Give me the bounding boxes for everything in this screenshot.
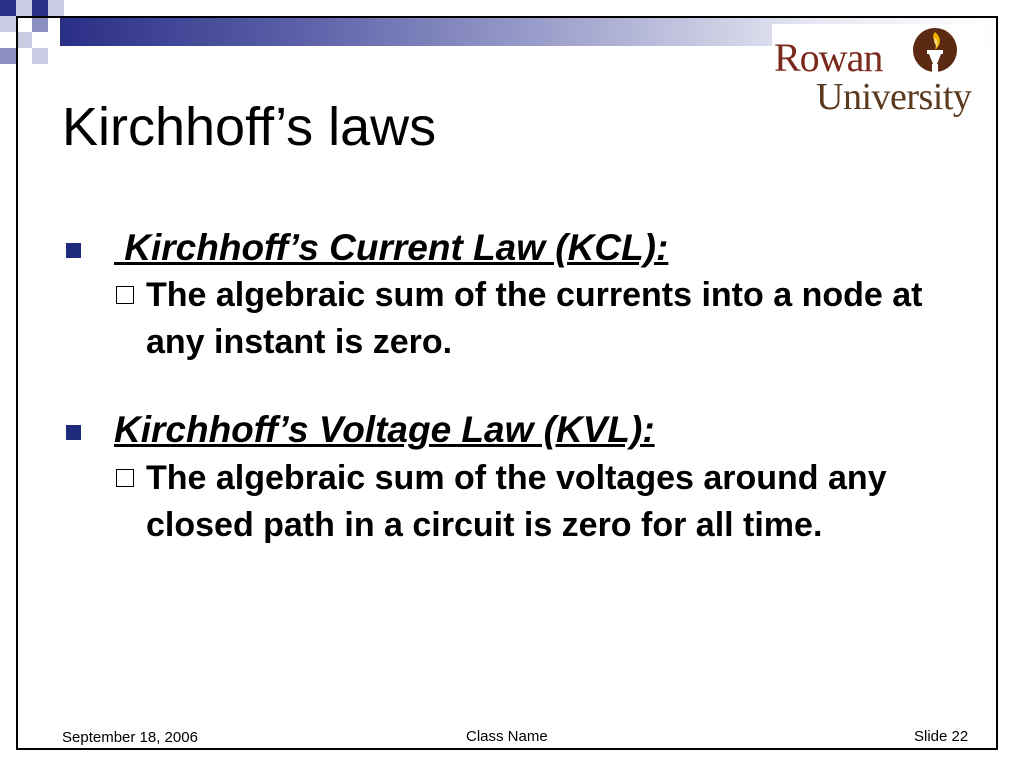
corner-square bbox=[32, 48, 48, 64]
bullet-kcl bbox=[62, 226, 962, 270]
bullet-kvl bbox=[62, 408, 962, 452]
spacer bbox=[62, 366, 962, 408]
footer-date: September 18, 2006 bbox=[62, 729, 198, 746]
sub-bullet-text: The algebraic sum of the currents into a node at any instant is zero. bbox=[146, 276, 923, 362]
footer-class-name: Class Name bbox=[466, 728, 548, 745]
sub-bullet-kcl bbox=[62, 272, 962, 366]
heading-prefix bbox=[114, 227, 124, 268]
corner-square bbox=[32, 0, 48, 16]
logo-text-university: University bbox=[816, 76, 972, 118]
slide-content bbox=[62, 226, 962, 548]
footer-slide-number: Slide 22 bbox=[914, 728, 969, 745]
corner-square bbox=[0, 48, 16, 64]
corner-square bbox=[48, 0, 64, 16]
sub-bullet-text: The algebraic sum of the voltages around any closed path in a circuit is zero for all time. bbox=[146, 458, 887, 544]
torch-icon bbox=[912, 24, 958, 80]
corner-square bbox=[32, 16, 48, 32]
hollow-square-bullet-icon bbox=[116, 286, 134, 304]
hollow-square-bullet-icon bbox=[116, 469, 134, 487]
slide-title: Kirchhoff’s laws bbox=[62, 97, 437, 157]
square-bullet-icon bbox=[66, 243, 81, 258]
bullet-heading bbox=[114, 227, 668, 268]
square-bullet-icon bbox=[66, 425, 81, 440]
corner-square bbox=[16, 0, 32, 16]
heading-text: Kirchhoff’s Current Law (KCL): bbox=[124, 227, 669, 268]
sub-bullet-kvl bbox=[62, 455, 962, 549]
corner-square bbox=[0, 0, 16, 16]
corner-square bbox=[16, 32, 32, 48]
corner-square bbox=[0, 16, 16, 32]
logo-text-rowan: Rowan bbox=[774, 35, 883, 80]
rowan-university-logo bbox=[772, 24, 982, 120]
bullet-heading: Kirchhoff’s Voltage Law (KVL): bbox=[114, 409, 655, 451]
